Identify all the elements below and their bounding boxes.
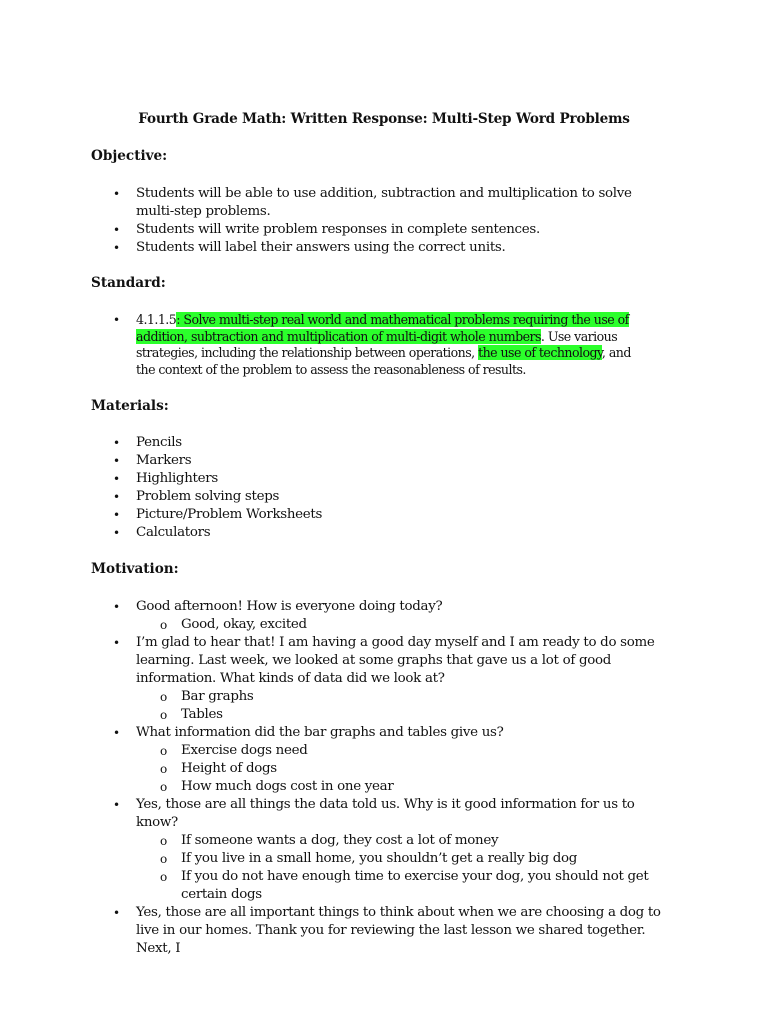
sub-bullet-icon: o [160, 618, 167, 632]
list-item [0, 312, 768, 378]
bullet-icon: • [113, 636, 120, 650]
bullet-icon: • [113, 600, 120, 614]
bullet-icon: • [113, 490, 120, 504]
list-item [0, 634, 768, 688]
sub-bullet-icon: o [160, 834, 167, 848]
standard-text: . Use various strategies, including the relationship between operations, [136, 328, 618, 360]
bullet-icon: • [113, 526, 120, 540]
list-item [0, 452, 768, 470]
list-item-text: Good afternoon! How is everyone doing today? [136, 599, 443, 614]
motivation-heading: Motivation: [91, 561, 179, 577]
document-title: Fourth Grade Math: Written Response: Multi-Step Word Problems [138, 111, 630, 127]
sub-list-item-text: If you live in a small home, you shouldn’t get a really big dog [181, 851, 578, 866]
sub-list-item-text: If you do not have enough time to exercise your dog, you should not get certain dogs [181, 869, 649, 902]
list-item [0, 598, 768, 616]
materials-list [0, 434, 768, 542]
motivation-list [0, 598, 768, 958]
sub-bullet-icon: o [160, 762, 167, 776]
list-item [0, 470, 768, 488]
sub-list-item-text: How much dogs cost in one year [181, 779, 394, 794]
sub-list-item [0, 616, 768, 634]
list-item [0, 724, 768, 742]
sub-list-item [0, 778, 768, 796]
list-item [0, 239, 768, 257]
list-item-text: Problem solving steps [136, 489, 280, 504]
objective-list [0, 185, 768, 257]
list-item-text: Picture/Problem Worksheets [136, 507, 323, 522]
list-item-text: Students will write problem responses in complete sentences. [136, 222, 540, 237]
standard-heading: Standard: [91, 275, 166, 291]
bullet-icon: • [113, 508, 120, 522]
bullet-icon: • [113, 906, 120, 920]
bullet-icon: • [113, 313, 120, 327]
bullet-icon: • [113, 187, 120, 201]
list-item-text: What information did the bar graphs and tables give us? [136, 725, 504, 740]
sub-bullet-icon: o [160, 870, 167, 884]
list-item [0, 524, 768, 542]
sub-list-item [0, 850, 768, 868]
bullet-icon: • [113, 472, 120, 486]
bullet-icon: • [113, 223, 120, 237]
list-item-text: I’m glad to hear that! I am having a good day myself and I am ready to do some learning. Last week, we looked at some graphs that gave us a lot of good information. What kinds of data did we look at? [136, 635, 655, 686]
sub-bullet-icon: o [160, 780, 167, 794]
sub-list-item [0, 868, 768, 904]
objective-heading: Objective: [91, 148, 168, 164]
sub-list-item [0, 706, 768, 724]
list-item [0, 904, 768, 958]
standard-highlight: : Solve multi-step real world and mathematical problems requiring the use of addition, subtraction and multiplication of multi-digit whole numbers [136, 312, 629, 344]
list-item [0, 506, 768, 524]
list-item [0, 488, 768, 506]
sub-list-item-text: Good, okay, excited [181, 617, 307, 632]
bullet-icon: • [113, 241, 120, 255]
list-item [0, 434, 768, 452]
bullet-icon: • [113, 798, 120, 812]
sub-list-item-text: Exercise dogs need [181, 743, 308, 758]
standard-text-end: , and the context of the problem to assess the reasonableness of results. [136, 345, 631, 377]
sub-list-item [0, 760, 768, 778]
sub-list-item-text: Height of dogs [181, 761, 277, 776]
list-item-text: Students will label their answers using the correct units. [136, 240, 506, 255]
technology-highlight: the use of technology [478, 345, 602, 360]
list-item-text: Yes, those are all things the data told us. Why is it good information for us to know? [136, 797, 635, 830]
list-item-text: Markers [136, 453, 192, 468]
sub-list-item [0, 832, 768, 850]
bullet-icon: • [113, 436, 120, 450]
list-item-text: Students will be able to use addition, subtraction and multiplication to solve multi-step problems. [136, 186, 632, 219]
sub-list-item [0, 688, 768, 706]
sub-bullet-icon: o [160, 708, 167, 722]
sub-bullet-icon: o [160, 744, 167, 758]
sub-list-item-text: If someone wants a dog, they cost a lot of money [181, 833, 499, 848]
list-item [0, 221, 768, 239]
list-item [0, 185, 768, 221]
standard-list [0, 312, 768, 378]
sub-list-item-text: Tables [181, 707, 223, 722]
list-item-text: Yes, those are all important things to think about when we are choosing a dog to live in our homes. Thank you for reviewing the last lesson we shared together. Next, I [136, 905, 661, 956]
sub-list-item-text: Bar graphs [181, 689, 254, 704]
sub-bullet-icon: o [160, 852, 167, 866]
materials-heading: Materials: [91, 398, 169, 414]
sub-list-item [0, 742, 768, 760]
list-item-text: Pencils [136, 435, 182, 450]
sub-bullet-icon: o [160, 690, 167, 704]
bullet-icon: • [113, 454, 120, 468]
list-item-text: Highlighters [136, 471, 218, 486]
list-item-text: Calculators [136, 525, 211, 540]
bullet-icon: • [113, 726, 120, 740]
list-item [0, 796, 768, 832]
standard-code: 4.1.1.5 [136, 312, 177, 327]
